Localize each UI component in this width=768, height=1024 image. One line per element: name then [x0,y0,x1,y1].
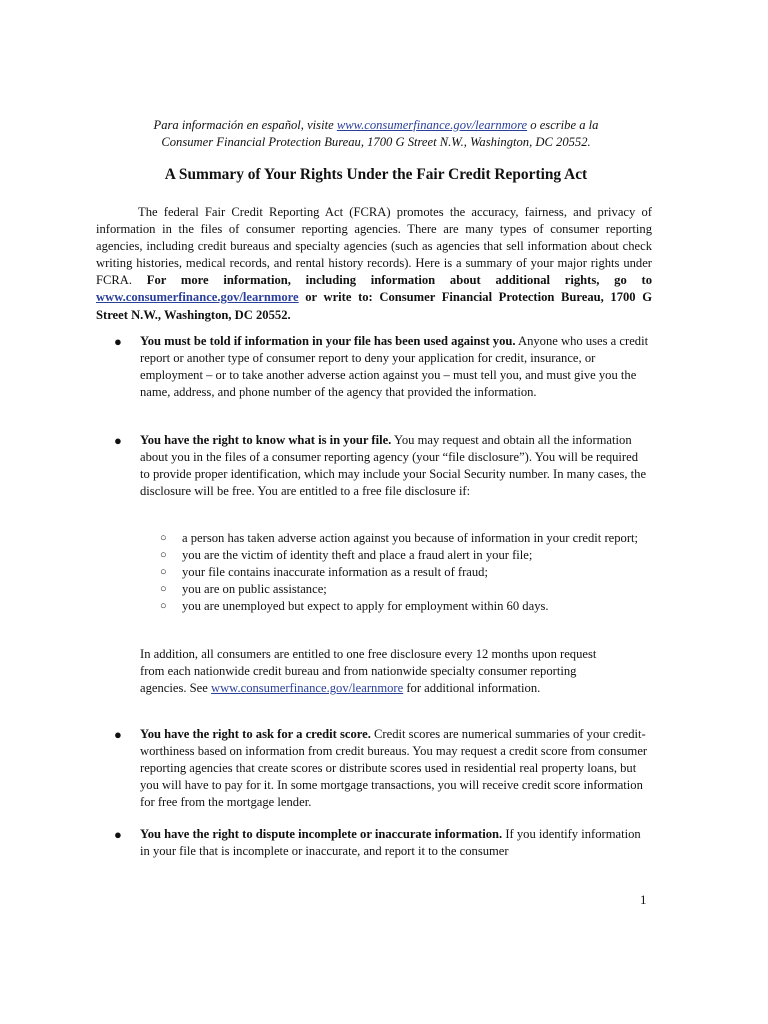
spanish-notice [96,117,656,151]
hollow-circle-icon: ○ [160,549,167,562]
list-item [160,547,642,564]
list-item-text: your file contains inaccurate information as a result of fraud; [182,565,488,580]
addition-suffix: for additional information. [403,681,541,696]
spanish-notice-prefix: Para información en español, visite [153,118,337,132]
spanish-notice-suffix: o escribe a la [527,118,599,132]
rights-bullet-2 [114,432,650,500]
list-item-text: a person has taken adverse action against you because of information in your credit report; [182,531,639,545]
bullet-heading: You have the right to ask for a credit score. [140,727,371,741]
intro-bold-prefix: For more information, including information about additional rights, go to [146,273,652,288]
addition-paragraph [140,646,620,697]
bullet-icon: ● [114,827,122,842]
bullet-icon: ● [114,727,122,742]
list-item-text: you are on public assistance; [182,582,327,597]
rights-bullet-3 [114,726,650,811]
intro-link[interactable]: www.consumerfinance.gov/learnmore [96,290,299,305]
list-item [160,581,642,598]
bullet-text: Anyone who uses a credit report or another type of consumer report to deny your application for credit, insurance, or employment – or to take another adverse action against you – must tell you, and must give you the name, address, and phone number of the agency that provided the information. [140,334,649,400]
page-number: 1 [640,892,647,907]
bullet-icon: ● [114,334,122,349]
list-item [160,598,642,615]
rights-bullet-1 [114,333,650,401]
bullet-heading: You have the right to know what is in your file. [140,433,392,447]
list-item-text: you are the victim of identity theft and place a fraud alert in your file; [182,548,533,563]
bullet-heading: You have the right to dispute incomplete or inaccurate information. [140,827,503,841]
hollow-circle-icon: ○ [160,566,167,579]
spanish-notice-address: Consumer Financial Protection Bureau, 1700 G Street N.W., Washington, DC 20552. [161,135,591,149]
document-title: A Summary of Your Rights Under the Fair Credit Reporting Act [164,166,588,183]
rights-bullet-4 [114,826,650,860]
hollow-circle-icon: ○ [160,532,167,544]
list-item-text: you are unemployed but expect to apply for employment within 60 days. [182,599,549,614]
hollow-circle-icon: ○ [160,583,167,596]
spanish-notice-link[interactable]: www.consumerfinance.gov/learnmore [336,118,528,132]
bullet-heading: You must be told if information in your file has been used against you. [140,334,516,348]
list-item [160,530,642,547]
intro-paragraph [96,204,652,324]
bullet-text: You may request and obtain all the information about you in the files of a consumer reporting agency (your “file disclosure”). You will be required to provide proper identification, which may include your Social Security number. In many cases, the disclosure will be free. You are entitled to a free file disclosure if: [140,433,647,499]
intro-text: The federal Fair Credit Reporting Act (FCRA) promotes the accuracy, fairness, and privacy of information in the files of consumer reporting agencies. There are many types of consumer reporting agencies, including credit bureaus and specialty agencies (such as agencies that sell information about check writing histories, medical records, and rental history records). Here is a summary of your major rights under FCRA. [96,205,652,288]
bullet-text: If you identify information in your file that is incomplete or inaccurate, and report it to the consumer [140,827,641,859]
bullet-icon: ● [114,433,122,448]
addition-link[interactable]: www.consumerfinance.gov/learnmore [210,681,404,696]
bullet-text: Credit scores are numerical summaries of your credit-worthiness based on information from credit bureaus. You may request a credit score from consumer reporting agencies that create scores or distribute scores used in residential real property loans, but you will have to pay for it. In some mortgage transactions, you will receive credit score information for free from the mortgage lender. [140,727,648,810]
free-disclosure-conditions [160,530,642,615]
intro-bold-suffix: or write to: Consumer Financial Protection Bureau, 1700 G Street N.W., Washington, DC 20552. [96,290,652,322]
hollow-circle-icon: ○ [160,600,167,613]
list-item [160,564,642,581]
addition-prefix: In addition, all consumers are entitled to one free disclosure every 12 months upon request from each nationwide credit bureau and from nationwide specialty consumer reporting agencies. See [140,647,597,696]
